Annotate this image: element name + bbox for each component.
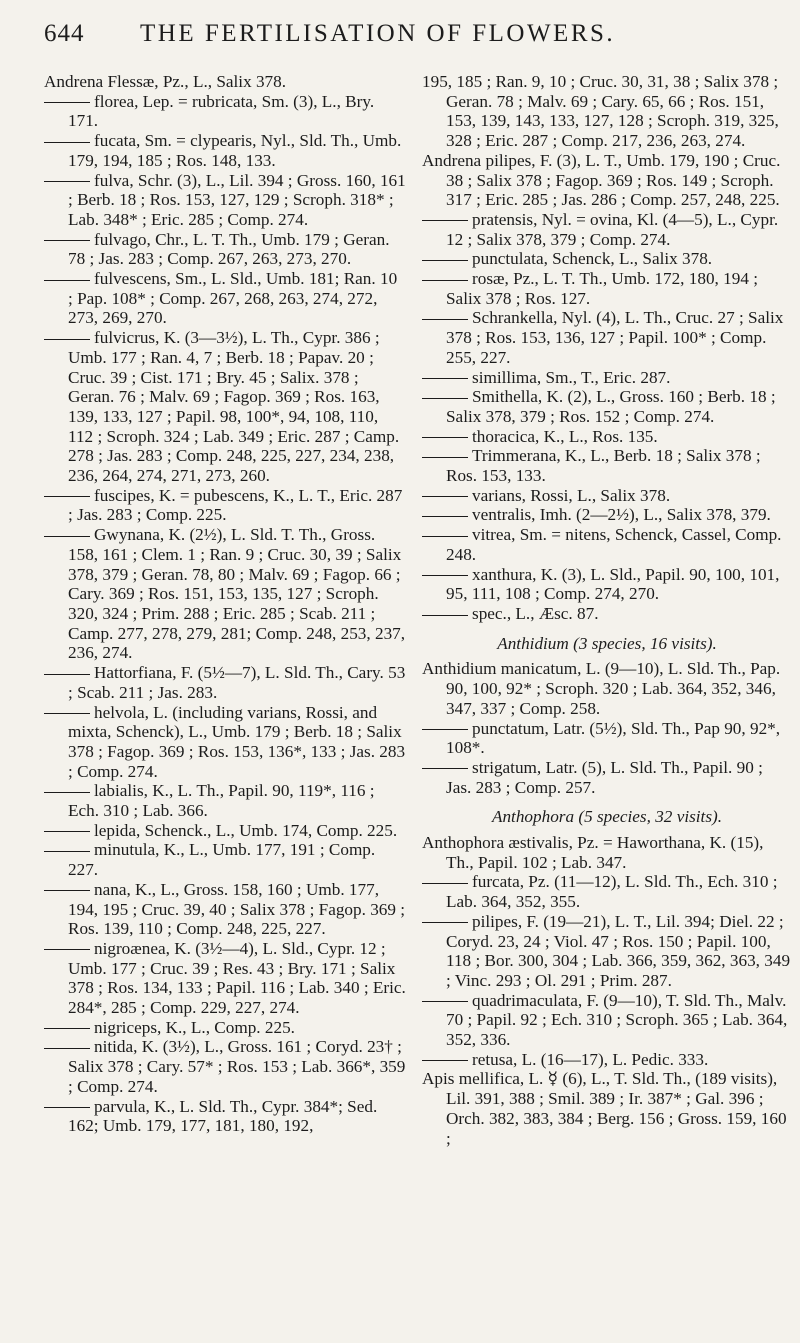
species-entry — [44, 781, 406, 820]
species-entry — [44, 703, 406, 782]
right-column — [422, 72, 792, 1148]
entry-text: Schrankella, Nyl. (4), L. Th., Cruc. 27 ; Salix 378 ; Ros. 153, 136, 127 ; Papil. 100* ; Comp. 255, 227. — [446, 308, 784, 367]
ditto-dash — [422, 280, 468, 281]
species-entry — [44, 486, 406, 525]
left-column — [44, 72, 406, 1136]
entry-text: punctatum, Latr. (5½), Sld. Th., Pap 90, 92*, 108*. — [446, 718, 781, 758]
entry-text: varians, Rossi, L., Salix 378. — [472, 485, 671, 505]
species-entry — [44, 1097, 406, 1136]
species-entry — [422, 758, 792, 797]
ditto-dash — [422, 883, 468, 884]
species-entry — [44, 92, 406, 131]
entry-text: labialis, K., L. Th., Papil. 90, 119*, 116 ; Ech. 310 ; Lab. 366. — [68, 781, 375, 821]
species-entry — [44, 525, 406, 663]
entry-text: fulvago, Chr., L. T. Th., Umb. 179 ; Geran. 78 ; Jas. 283 ; Comp. 267, 263, 273, 270. — [68, 229, 390, 269]
ditto-dash — [44, 339, 90, 340]
entry-text: helvola, L. (including varians, Rossi, and mixta, Schenck), L., Umb. 179 ; Berb. 18 ; Salix 378 ; Fagop. 369 ; Ros. 153, 136*, 133 ; Jas. 283 ; Comp. 274. — [68, 702, 406, 781]
ditto-dash — [44, 674, 90, 675]
species-entry — [44, 230, 406, 269]
index-entry — [422, 1069, 792, 1148]
ditto-dash — [422, 1060, 468, 1061]
species-entry — [422, 368, 792, 388]
species-entry — [44, 663, 406, 702]
entry-text: fulvicrus, K. (3—3½), L. Th., Cypr. 386 ; Umb. 177 ; Ran. 4, 7 ; Berb. 18 ; Papav. 20 ; Cruc. 39 ; Cist. 171 ; Bry. 45 ; Salix. 378 ; Geran. 76 ; Malv. 69 ; Fagop. 369 ; Ros. 163, 139, 133, 127 ; Papil. 98, 100*, 94, 108, 110, 112 ; Scroph. 324 ; Lab. 349 ; Eric. 287 ; Camp. 278 ; Jas. 283 ; Comp. 248, 225, 227, 234, 238, 236, 264, 274, 271, 273, 260. — [68, 328, 400, 486]
ditto-dash — [422, 378, 468, 379]
species-entry — [422, 505, 792, 525]
entry-text: thoracica, K., L., Ros. 135. — [472, 426, 658, 446]
ditto-dash — [422, 922, 468, 923]
ditto-dash — [422, 575, 468, 576]
species-entry — [422, 872, 792, 911]
species-entry — [422, 387, 792, 426]
ditto-dash — [422, 496, 468, 497]
entry-text: fulva, Schr. (3), L., Lil. 394 ; Gross. 160, 161 ; Berb. 18 ; Ros. 153, 127, 129 ; Scroph. 318* ; Lab. 348* ; Eric. 285 ; Comp. 274. — [68, 170, 406, 229]
ditto-dash — [422, 615, 468, 616]
species-entry — [44, 1037, 406, 1096]
entry-text: rosæ, Pz., L. T. Th., Umb. 172, 180, 194 ; Salix 378 ; Ros. 127. — [446, 269, 758, 308]
entry-text: Gwynana, K. (2½), L. Sld. T. Th., Gross. 158, 161 ; Clem. 1 ; Ran. 9 ; Cruc. 30, 39 ; Salix 378, 379 ; Geran. 78, 80 ; Malv. 69 ; Fagop. 66 ; Cary. 369 ; Ros. 151, 153, 135, 127 ; Scroph. 320, 324 ; Prim. 288 ; Eric. 285 ; Scab. 211 ; Camp. 277, 278, 279, 281; Comp. 248, 253, 237, 236, 274. — [68, 525, 406, 663]
species-entry — [422, 1050, 792, 1070]
ditto-dash — [44, 890, 90, 891]
entry-text: fuscipes, K. = pubescens, K., L. T., Eric. 287 ; Jas. 283 ; Comp. 225. — [68, 485, 403, 525]
species-entry — [44, 131, 406, 170]
species-entry — [422, 525, 792, 564]
entry-text: vitrea, Sm. = nitens, Schenck, Cassel, Comp. 248. — [446, 525, 782, 564]
ditto-dash — [44, 831, 90, 832]
ditto-dash — [44, 102, 90, 103]
ditto-dash — [44, 240, 90, 241]
running-title: THE FERTILISATION OF FLOWERS. — [140, 20, 616, 47]
ditto-dash — [44, 1107, 90, 1108]
entry-text: pilipes, F. (19—21), L. T., Lil. 394; Diel. 22 ; Coryd. 23, 24 ; Viol. 47 ; Ros. 150 ; Papil. 100, 118 ; Bor. 300, 304 ; Lab. 366, 359, 362, 363, 349 ; Vinc. 293 ; Ol. 291 ; Prim. 287. — [446, 911, 791, 990]
page-number: 644 — [44, 20, 85, 47]
species-entry — [44, 328, 406, 486]
ditto-dash — [422, 729, 468, 730]
ditto-dash — [422, 220, 468, 221]
ditto-dash — [422, 536, 468, 537]
entry-text: florea, Lep. = rubricata, Sm. (3), L., Bry. 171. — [68, 91, 375, 131]
entry-text: nigriceps, K., L., Comp. 225. — [94, 1017, 295, 1037]
entry-text: nitida, K. (3½), L., Gross. 161 ; Coryd. 23† ; Salix 378 ; Cary. 57* ; Ros. 153 ; Lab. 366*, 359 ; Comp. 274. — [68, 1037, 406, 1096]
entry-text: nigroænea, K. (3½—4), L. Sld., Cypr. 12 ; Umb. 177 ; Cruc. 39 ; Res. 43 ; Bry. 171 ; Salix 378 ; Ros. 134, 133 ; Papil. 116 ; Lab. 340 ; Eric. 284*, 285 ; Comp. 229, 227, 274. — [68, 938, 406, 1018]
entry-text: parvula, K., L. Sld. Th., Cypr. 384*; Sed. 162; Umb. 179, 177, 181, 180, 192, — [68, 1096, 378, 1136]
ditto-dash — [44, 280, 90, 281]
genus-heading — [422, 807, 792, 827]
species-entry — [422, 565, 792, 604]
entry-text: strigatum, Latr. (5), L. Sld. Th., Papil. 90 ; Jas. 283 ; Comp. 257. — [446, 757, 763, 797]
ditto-dash — [44, 792, 90, 793]
ditto-dash — [422, 457, 468, 458]
species-entry — [422, 991, 792, 1050]
species-entry — [422, 249, 792, 269]
entry-text: minutula, K., L., Umb. 177, 191 ; Comp. 227. — [68, 840, 376, 880]
species-entry — [44, 1018, 406, 1038]
ditto-dash — [44, 1048, 90, 1049]
ditto-dash — [422, 260, 468, 261]
species-entry — [422, 446, 792, 485]
entry-text: Apis mellifica, L. ☿ (6), L., T. Sld. Th., (189 visits), Lil. 391, 388 ; Smil. 389 ; Ir. 387* ; Gal. 396 ; Orch. 382, 383, 384 ; Berg. 156 ; Gross. 159, 160 ; — [422, 1069, 787, 1148]
ditto-dash — [44, 949, 90, 950]
running-header — [0, 14, 800, 54]
ditto-dash — [422, 319, 468, 320]
entry-text: xanthura, K. (3), L. Sld., Papil. 90, 100, 101, 95, 111, 108 ; Comp. 274, 270. — [446, 564, 780, 604]
entry-text: Anthidium (3 species, 16 visits). — [497, 633, 717, 653]
species-entry — [422, 210, 792, 249]
species-entry — [422, 486, 792, 506]
entry-text: fucata, Sm. = clypearis, Nyl., Sld. Th., Umb. 179, 194, 185 ; Ros. 148, 133. — [68, 131, 402, 170]
ditto-dash — [44, 142, 90, 143]
entry-text: quadrimaculata, F. (9—10), T. Sld. Th., Malv. 70 ; Papil. 92 ; Ech. 310 ; Scroph. 365 ; Lab. 364, 352, 336. — [446, 990, 788, 1050]
species-entry — [44, 880, 406, 939]
entry-text: Smithella, K. (2), L., Gross. 160 ; Berb. 18 ; Salix 378, 379 ; Ros. 152 ; Comp. 274. — [446, 387, 776, 426]
index-entry — [44, 72, 406, 92]
index-entry — [422, 151, 792, 210]
entry-text: Anthidium manicatum, L. (9—10), L. Sld. Th., Pap. 90, 100, 92* ; Scroph. 320 ; Lab. 364, 352, 346, 347, 337 ; Comp. 258. — [422, 659, 781, 718]
entry-text: spec., L., Æsc. 87. — [472, 603, 599, 623]
species-entry — [44, 840, 406, 879]
entry-text: simillima, Sm., T., Eric. 287. — [472, 367, 671, 387]
entry-text: fulvescens, Sm., L. Sld., Umb. 181; Ran. 10 ; Pap. 108* ; Comp. 267, 268, 263, 274, 272, 273, 269, 270. — [68, 269, 398, 328]
entry-text: Anthophora æstivalis, Pz. = Haworthana, K. (15), Th., Papil. 102 ; Lab. 347. — [422, 833, 764, 872]
index-entry — [422, 659, 792, 718]
entry-text: Anthophora (5 species, 32 visits). — [491, 807, 723, 827]
species-entry — [44, 171, 406, 230]
species-entry — [422, 604, 792, 624]
species-entry — [44, 269, 406, 328]
entry-text: punctulata, Schenck, L., Salix 378. — [472, 249, 713, 269]
ditto-dash — [44, 536, 90, 537]
ditto-dash — [44, 496, 90, 497]
species-entry — [422, 912, 792, 991]
genus-heading — [422, 634, 792, 654]
entry-text: nana, K., L., Gross. 158, 160 ; Umb. 177, 194, 195 ; Cruc. 39, 40 ; Salix 378 ; Fagop. 369 ; Ros. 139, 110 ; Comp. 248, 225, 227. — [68, 879, 406, 939]
ditto-dash — [422, 398, 468, 399]
entry-text: Hattorfiana, F. (5½—7), L. Sld. Th., Cary. 53 ; Scab. 211 ; Jas. 283. — [68, 663, 406, 702]
entry-text: retusa, L. (16—17), L. Pedic. 333. — [472, 1049, 709, 1069]
ditto-dash — [422, 768, 468, 769]
ditto-dash — [422, 437, 468, 438]
species-entry — [44, 821, 406, 841]
species-entry — [422, 719, 792, 758]
entry-text: pratensis, Nyl. = ovina, Kl. (4—5), L., Cypr. 12 ; Salix 378, 379 ; Comp. 274. — [446, 209, 779, 249]
index-entry — [422, 72, 792, 151]
ditto-dash — [44, 851, 90, 852]
entry-text: Andrena pilipes, F. (3), L. T., Umb. 179, 190 ; Cruc. 38 ; Salix 378 ; Fagop. 369 ; Ros. 149 ; Scroph. 317 ; Eric. 285 ; Jas. 286 ; Comp. 257, 248, 225. — [422, 150, 781, 210]
ditto-dash — [44, 181, 90, 182]
species-entry — [422, 269, 792, 308]
species-entry — [44, 939, 406, 1018]
entry-text: ventralis, Imh. (2—2½), L., Salix 378, 379. — [472, 505, 771, 525]
entry-text: Andrena Flessæ, Pz., L., Salix 378. — [44, 72, 287, 91]
entry-text: lepida, Schenck., L., Umb. 174, Comp. 225. — [94, 820, 398, 840]
entry-text: Trimmerana, K., L., Berb. 18 ; Salix 378 ; Ros. 153, 133. — [446, 446, 761, 486]
ditto-dash — [422, 1001, 468, 1002]
entry-text: furcata, Pz. (11—12), L. Sld. Th., Ech. 310 ; Lab. 364, 352, 355. — [446, 872, 778, 912]
index-entry — [422, 833, 792, 872]
species-entry — [422, 427, 792, 447]
species-entry — [422, 308, 792, 367]
ditto-dash — [44, 713, 90, 714]
ditto-dash — [422, 516, 468, 517]
entry-text: 195, 185 ; Ran. 9, 10 ; Cruc. 30, 31, 38 ; Salix 378 ; Geran. 78 ; Malv. 69 ; Cary. 65, 66 ; Ros. 151, 153, 139, 143, 133, 127, 128 ; Scroph. 319, 325, 328 ; Eric. 287 ; Comp. 217, 236, 263, 274. — [422, 72, 779, 151]
ditto-dash — [44, 1028, 90, 1029]
